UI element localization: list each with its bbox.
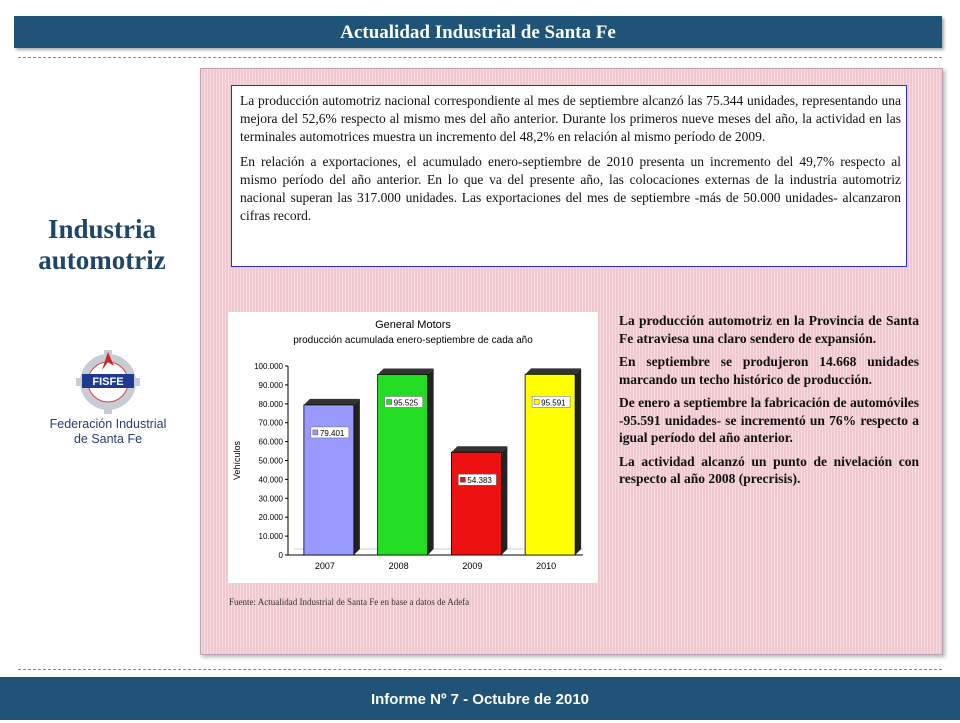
x-tick-label: 2007	[314, 561, 335, 571]
x-tick-label: 2008	[388, 561, 409, 571]
highlight-paragraph-2: En septiembre se produjeron 14.668 unidades marcando un techo histórico de producción.	[619, 354, 919, 387]
y-axis-label: Vehículos	[232, 440, 242, 481]
logo-name-line1: Federación Industrial	[49, 417, 167, 431]
y-tick-label: 40.000	[258, 475, 283, 485]
data-label-swatch	[387, 399, 392, 404]
bar	[451, 452, 501, 555]
data-label: 54.383	[467, 476, 492, 486]
logo-acronym: FISFE	[92, 376, 124, 388]
highlight-paragraph-3: De enero a septiembre la fabricación de automóviles -95.591 unidades- se incrementó un 76% respecto a igual período del año anterior.	[619, 395, 919, 445]
data-label-swatch	[534, 399, 539, 404]
bar-side	[354, 399, 360, 555]
section-title-line1: Industria	[47, 214, 157, 244]
bottom-divider	[18, 669, 942, 670]
content-panel	[200, 68, 943, 655]
chart-container	[228, 312, 598, 583]
y-tick-label: 70.000	[258, 418, 283, 428]
y-tick-label: 10.000	[258, 532, 283, 542]
footer-text: Informe Nº 7 - Octubre de 2010	[370, 691, 590, 708]
y-tick-label: 50.000	[258, 456, 283, 466]
y-tick-label: 90.000	[258, 380, 283, 390]
bar-side	[501, 446, 507, 555]
data-label: 95.591	[541, 398, 566, 408]
highlight-paragraph-1: La producción automotriz en la Provincia de Santa Fe atraviesa una claro sendero de expansión.	[619, 313, 919, 346]
section-title-line2: automotriz	[38, 245, 166, 275]
chart-title: General Motors	[375, 319, 451, 331]
top-divider	[18, 57, 942, 58]
intro-textbox	[231, 85, 907, 267]
highlights-text	[619, 312, 919, 494]
bar-top	[378, 368, 434, 374]
y-tick-label: 30.000	[258, 494, 283, 504]
data-label: 79.401	[319, 428, 345, 438]
y-tick-label: 60.000	[258, 437, 283, 447]
y-tick-label: 80.000	[258, 399, 283, 409]
bar-top	[451, 446, 507, 452]
bar-top	[525, 368, 581, 374]
chart-subtitle: producción acumulada enero-septiembre de cada año	[293, 335, 533, 346]
y-tick-label: 20.000	[258, 513, 283, 523]
bar-chart	[228, 312, 598, 583]
header-title: Actualidad Industrial de Santa Fe	[340, 22, 616, 43]
bar-side	[428, 368, 434, 555]
data-label-swatch	[313, 430, 318, 435]
data-label: 95.525	[393, 398, 419, 408]
x-tick-label: 2010	[536, 561, 557, 571]
header-title-bar	[14, 16, 942, 48]
fisfe-logo	[38, 348, 178, 448]
y-tick-label: 100.000	[254, 362, 283, 371]
data-label-swatch	[460, 477, 465, 482]
x-tick-label: 2009	[462, 561, 483, 571]
source-note: Fuente: Actualidad Industrial de Santa Fe en base a datos de Adefa	[229, 597, 470, 607]
bar-top	[304, 399, 360, 405]
highlight-paragraph-4: La actividad alcanzó un punto de nivelación con respecto al año 2008 (precrisis).	[619, 453, 919, 486]
bar-side	[575, 368, 581, 555]
intro-paragraph-1: La producción automotriz nacional correspondiente al mes de septiembre alcanzó las 75.344 unidades, representando una mejora del 52,6% respecto al mismo mes del año anterior. Durante los primeros nueve meses del año, la actividad en las terminales automotrices muestra un incremento del 48,2% en relación al mismo período de 2009.	[240, 93, 901, 144]
y-tick-label: 0	[278, 551, 283, 560]
section-title	[14, 214, 190, 276]
intro-paragraph-2: En relación a exportaciones, el acumulado enero-septiembre de 2010 presenta un incremento del 49,7% respecto al mismo período del año anterior. En lo que va del presente año, las colocaciones externas de la industria automotriz nacional superan las 317.000 unidades. Las exportaciones del mes de septiembre -más de 50.000 unidades- alcanzaron cifras record.	[240, 154, 901, 223]
logo-name-line2: de Santa Fe	[73, 432, 143, 446]
footer-bar	[0, 677, 960, 720]
